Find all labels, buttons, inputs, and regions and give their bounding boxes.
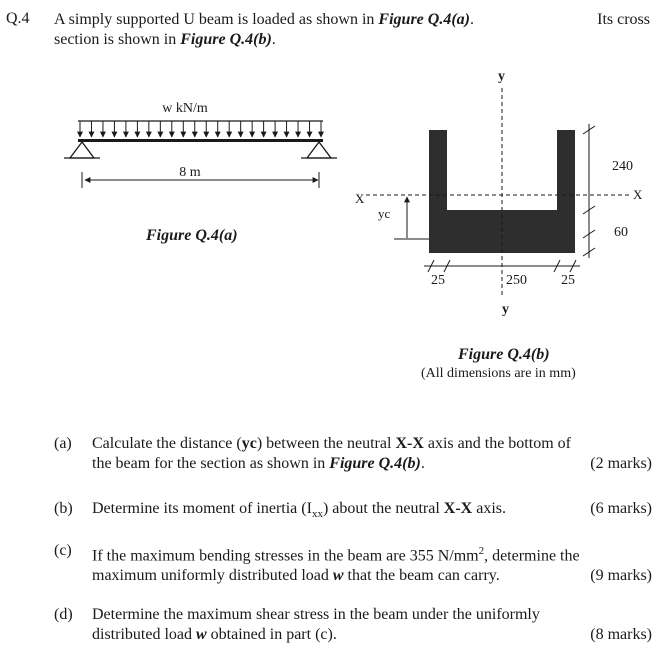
y-axis-bottom-label: y (502, 302, 509, 317)
part-c: (c) If the maximum bending stresses in the beam are 355 $N/mm^2$, determine the maximum uniformly distributed load w that the beam can carry. (9 marks) (54, 542, 652, 585)
figure-a-beam-diagram (64, 101, 337, 188)
dim-25-left-label: 25 (431, 273, 445, 288)
yc-label: yc (378, 206, 391, 221)
part-c-label: (c) (54, 542, 72, 559)
figure-b-caption: Figure Q.4(b) (458, 346, 550, 363)
part-a: (a) Calculate the distance (yc) between the neutral X-X axis and the bottom of the beam for the section as shown in Figure Q.4(b). (2 marks) (54, 435, 652, 472)
figure-ref-a: Figure Q.4(a) (378, 11, 470, 28)
part-a-marks: (2 marks) (590, 455, 652, 472)
part-b-marks: (6 marks) (590, 500, 652, 517)
dim-25-right-label: 25 (561, 273, 575, 288)
dim-60-label: 60 (614, 225, 628, 240)
udl-arrows (80, 121, 321, 137)
support-left (70, 142, 94, 158)
dim-240-label: 240 (612, 159, 633, 174)
part-d-marks: (8 marks) (590, 626, 652, 643)
y-axis-top-label: y (498, 69, 505, 84)
part-a-label: (a) (54, 435, 72, 452)
part-b: (b) Determine its moment of inertia $(I_{xx})$ about the neutral X-X axis. (6 marks) (54, 499, 652, 524)
figure-b-caption-note: (All dimensions are in mm) (421, 366, 576, 381)
question-number: Q.4 (6, 10, 30, 27)
u-section-shape (429, 130, 575, 253)
support-right (307, 142, 331, 158)
part-d: (d) Determine the maximum shear stress in the beam under the uniformly distributed load w obtained in part (c). (8 marks) (54, 606, 652, 643)
figure-a-caption: Figure Q.4(a) (146, 227, 238, 244)
x-axis-left-label: X (355, 191, 365, 206)
dim-250-label: 250 (506, 273, 527, 288)
span-label: 8 m (179, 165, 201, 180)
part-d-label: (d) (54, 606, 73, 623)
load-label: w kN/m (162, 101, 208, 116)
part-c-marks: (9 marks) (590, 567, 652, 585)
x-axis-right-label: X (633, 187, 643, 202)
figure-ref-b: Figure Q.4(b) (180, 31, 272, 48)
figure-b-cross-section (355, 69, 643, 317)
part-b-label: (b) (54, 500, 73, 517)
intro-line-1: A simply supported U beam is loaded as shown in Figure Q.4(a). Its cross (54, 11, 650, 28)
beam (78, 139, 323, 142)
intro-line-2: section is shown in Figure Q.4(b). (54, 31, 276, 48)
